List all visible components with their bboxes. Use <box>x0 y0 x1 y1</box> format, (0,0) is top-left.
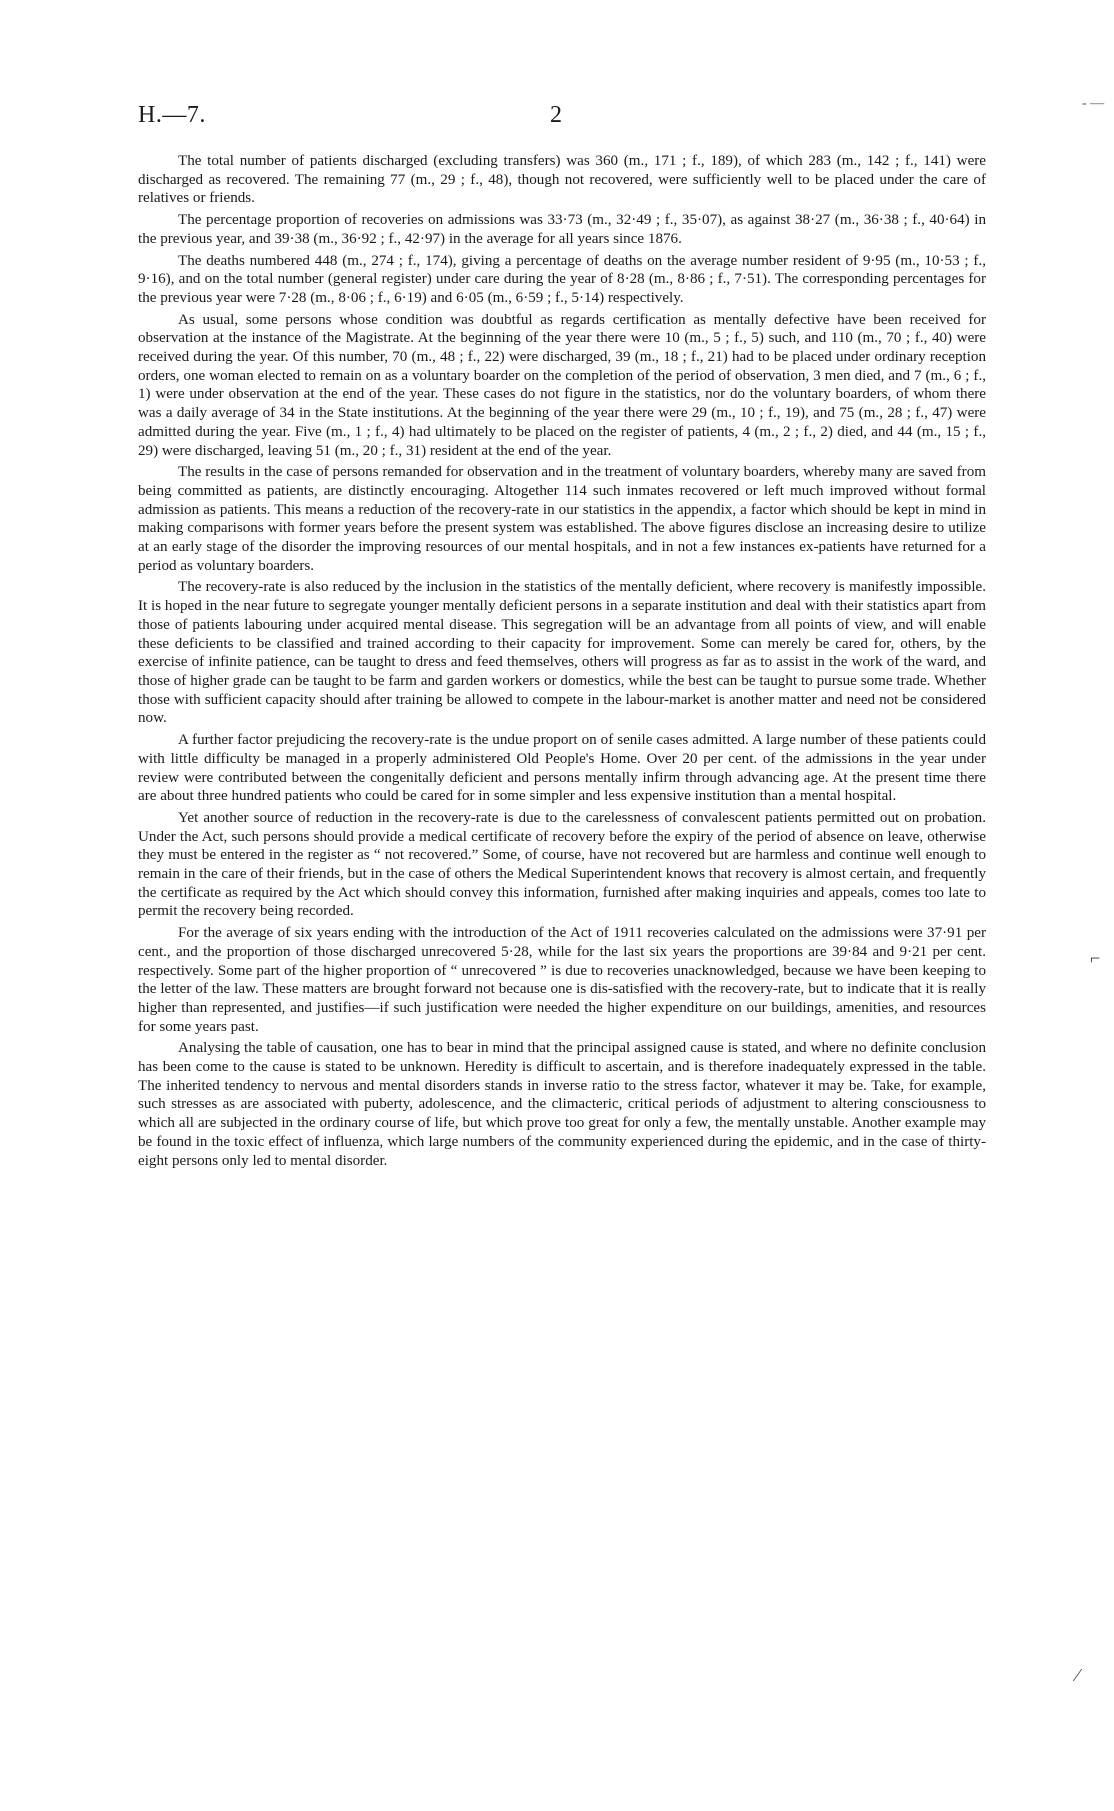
paragraph: Analysing the table of causation, one has to bear in mind that the principal assigned cause is stated, and where no definite conclusion has been come to the cause is stated to be unknown. Heredity is difficult to ascertain, and is therefore inadequately expressed in the table. The inherited tendency to nervous and mental disorders stands in inverse ratio to the stress factor, whatever it may be. Take, for example, such stresses as are associated with puberty, adolescence, and the climacteric, critical periods of adjustment to altering consciousness to which all are subjected in the ordinary course of life, but which prove too great for only a few, the mentally unstable. Another example may be found in the toxic effect of influenza, which large numbers of the community experienced during the epidemic, and in the case of thirty-eight persons only led to mental disorder. <box>138 1040 986 1169</box>
margin-mark-icon: ⌐ <box>1090 948 1101 968</box>
document-code: H.—7. <box>138 102 206 128</box>
paragraph: A further factor prejudicing the recovery-rate is the undue proport on of senile cases admitted. A large number of these patients could with little difficulty be managed in a properly administered Old People's Home. Over 20 per cent. of the admissions in the year under review were contributed between the congenitally deficient and persons mentally infirm through advancing age. At the present time there are about three hundred patients who could be cared for in some simpler and less expensive institution than a mental hospital. <box>138 732 986 805</box>
paragraph: The recovery-rate is also reduced by the inclusion in the statistics of the mentally deficient, where recovery is manifestly impossible. It is hoped in the near future to segregate younger mentally deficient persons in a separate institution and deal with their statistics apart from those of patients labouring under acquired mental disease. This segregation will be an advantage from all points of view, and will enable these deficients to be classified and trained according to their capacity for improvement. Some can merely be cared for, others, by the exercise of infinite patience, can be taught to dress and feed themselves, others will progress as far as to assist in the work of the ward, and those of higher grade can be taught to be farm and garden workers or domestics, while the best can be taught to pursue some trade. Whether those with sufficient capacity should after training be allowed to compete in the labour-market is another matter and need not be considered now. <box>138 579 986 727</box>
page-header <box>138 102 986 136</box>
paragraph: As usual, some persons whose condition was doubtful as regards certification as mentally defective have been received for observation at the instance of the Magistrate. At the beginning of the year there were 10 (m., 5 ; f., 5) such, and 110 (m., 70 ; f., 40) were received during the year. Of this number, 70 (m., 48 ; f., 22) were discharged, 39 (m., 18 ; f., 21) had to be placed under ordinary reception orders, one woman elected to remain on as a voluntary boarder on the completion of the period of observation, 3 men died, and 7 (m., 6 ; f., 1) were under observation at the end of the year. These cases do not figure in the statistics, nor do the voluntary boarders, of whom there was a daily average of 34 in the State institutions. At the beginning of the year there were 29 (m., 10 ; f., 19), and 75 (m., 28 ; f., 47) were admitted during the year. Five (m., 1 ; f., 4) had ultimately to be placed on the register of patients, 4 (m., 2 ; f., 2) died, and 44 (m., 15 ; f., 29) were discharged, leaving 51 (m., 20 ; f., 31) resident at the end of the year. <box>138 311 986 459</box>
margin-mark-icon: ⁄ <box>1076 1665 1080 1685</box>
document-body <box>138 152 986 1173</box>
paragraph: The total number of patients discharged (excluding transfers) was 360 (m., 171 ; f., 189), of which 283 (m., 142 ; f., 141) were discharged as recovered. The remaining 77 (m., 29 ; f., 48), though not recovered, were sufficiently well to be placed under the care of relatives or friends. <box>138 153 986 207</box>
margin-mark-icon: - — <box>1082 96 1105 111</box>
page-number: 2 <box>550 102 562 128</box>
paragraph: For the average of six years ending with the introduction of the Act of 1911 recoveries calculated on the admissions were 37·91 per cent., and the proportion of those discharged unrecovered 5·28, while for the last six years the proportions are 39·84 and 9·21 per cent. respectively. Some part of the higher proportion of “ unrecovered ” is due to recoveries unacknowledged, because we have been keeping to the letter of the law. These matters are brought forward not because one is dis-satisfied with the recovery-rate, but to indicate that it is really higher than represented, and justifies—if such justification were needed the higher expenditure on our buildings, amenities, and resources for some years past. <box>138 925 986 1035</box>
paragraph: The percentage proportion of recoveries on admissions was 33·73 (m., 32·49 ; f., 35·07), as against 38·27 (m., 36·38 ; f., 40·64) in the previous year, and 39·38 (m., 36·92 ; f., 42·97) in the average for all years since 1876. <box>138 212 986 247</box>
paragraph: Yet another source of reduction in the recovery-rate is due to the carelessness of convalescent patients permitted out on probation. Under the Act, such persons should provide a medical certificate of recovery before the expiry of the period of absence on leave, otherwise they must be entered in the register as “ not recovered.” Some, of course, have not recovered but are harmless and continue well enough to remain in the care of their friends, but in the case of others the Medical Superintendent knows that recovery is almost certain, and frequently the certificate as required by the Act which should convey this information, furnished after making inquiries and appeals, comes too late to permit the recovery being recorded. <box>138 809 986 920</box>
paragraph: The results in the case of persons remanded for observation and in the treatment of voluntary boarders, whereby many are saved from being committed as patients, are distinctly encouraging. Altogether 114 such inmates recovered or left much improved without formal admission as patients. This means a reduction of the recovery-rate in our statistics in the appendix, a factor which should be kept in mind in making comparisons with former years before the present system was established. The above figures disclose an increasing desire to utilize at an early stage of the disorder the improving resources of our mental hospitals, and in not a few instances ex-patients have returned for a period as voluntary boarders. <box>138 464 986 574</box>
paragraph: The deaths numbered 448 (m., 274 ; f., 174), giving a percentage of deaths on the average number resident of 9·95 (m., 10·53 ; f., 9·16), and on the total number (general register) under care during the year of 8·28 (m., 8·86 ; f., 7·51). The corresponding percentages for the previous year were 7·28 (m., 8·06 ; f., 6·19) and 6·05 (m., 6·59 ; f., 5·14) respectively. <box>138 252 986 306</box>
